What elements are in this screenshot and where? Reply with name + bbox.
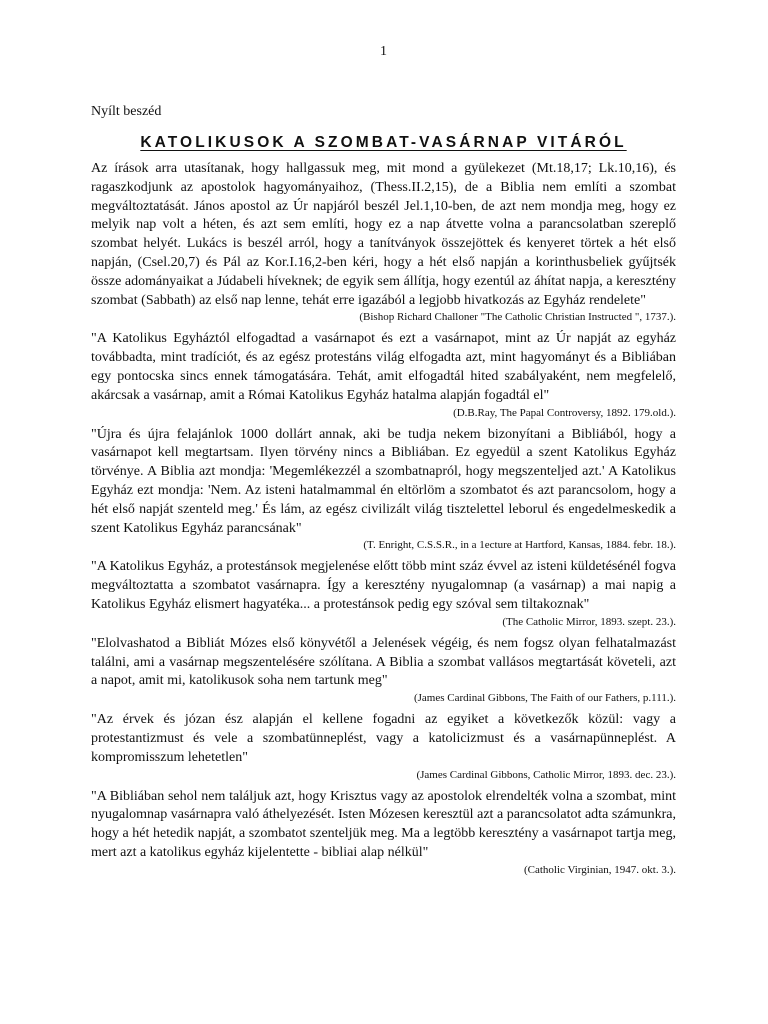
section-kicker: Nyílt beszéd [91, 104, 162, 119]
document-title [91, 133, 676, 153]
quote-source: (Catholic Virginian, 1947. okt. 3.). [523, 863, 676, 876]
quote-source: (D.B.Ray, The Papal Controversy, 1892. 179.old.). [453, 406, 676, 419]
quote-source: (James Cardinal Gibbons, Catholic Mirror, 1893. dec. 23.). [416, 768, 676, 781]
quote-paragraph: Az írások arra utasítanak, hogy hallgassuk meg, mit mond a gyülekezet (Mt.18,17; Lk.10,16), és ragaszkodjunk az apostolok hagyományaihoz, (Thess.II.2,15), de a Biblia nem említi a szombat megváltoztatását. János apostol az Úr napjáról beszél Jel.1,10-ben, de azt nem mondja meg, hogy ez melyik nap volt a héten, és azt sem említi, hogy ez a nap átvette volna a parancsolatban szereplő szombat helyét. Lukács is beszél arról, hogy a tanítványok összejöttek és kenyeret törtek a hét első napján, (Csel.20,7) és Pál az Kor.I.16,2-ben kéri, hogy a hét első napján a korinthusbeliek gyűjtsék össze adományaikat a Júdabeli híveknek; de egyik sem állítja, hogy ezentúl az áhítat napja, a keresztény szombat (Sabbath) az első nap lenne, tehát erre igazából a legjobb hivatkozás az Egyház rendelete" [91, 161, 676, 308]
document-title-text: KATOLIKUSOK A SZOMBAT-VASÁRNAP VITÁRÓL [140, 134, 627, 151]
quote-source: (T. Enright, C.S.S.R., in a 1ecture at Hartford, Kansas, 1884. febr. 18.). [363, 539, 676, 552]
quote-paragraph: "Újra és újra felajánlok 1000 dollárt annak, aki be tudja nekem bizonyítani a Bibliából, hogy a vasárnapot kell megtartsam. Ilyen törvény nincs a Bibliában. Ez egyedül a szent Katolikus Egyház törvénye. A Biblia azt mondja: 'Megemlékezzél a szombatnapról, hogy megszenteljed azt.' A Katolikus Egyház ezt mondja: 'Nem. Az isteni hatalmammal én eltörlöm a szombatot és azt parancsolom, hogy a hét első napját szenteld meg.' És lám, az egész civilizált világ tisztelettel leborul és engedelmeskedik a szent Katolikus Egyház parancsának" [91, 426, 676, 536]
quote-source: (James Cardinal Gibbons, The Faith of our Fathers, p.111.). [413, 692, 676, 705]
quote-paragraph: "Az érvek és józan ész alapján el kellene fogadni az egyiket a következők közül: vagy a protestantizmust és vele a szombatünneplést, vagy a katolicizmust és a vasárnapünneplést. A kompromisszum lehetetlen" [91, 712, 676, 765]
quotes-body [91, 160, 676, 883]
quote-source: (Bishop Richard Challoner "The Catholic Christian Instructed ", 1737.). [359, 311, 676, 324]
quote-paragraph: "Elolvashatod a Bibliát Mózes első könyvétől a Jelenések végéig, és nem fogsz olyan felhatalmazást találni, ami a vasárnap megszentelésére szólítana. A Biblia a szombat vallásos megtartását követeli, azt a napot, amit mi, katolikusok soha nem tartunk meg" [91, 635, 676, 689]
quote-paragraph: "A Katolikus Egyháztól elfogadtad a vasárnapot és ezt a vasárnapot, mint az Úr napját az egyház továbbadta, mint tradíciót, és az egész protestáns világ elfogadta azt, mint hagyományt és a Bibliában egy pontocska sincs ennek támogatására. Tehát, amit elfogadtál hited szabályaként, nem megfelelő, akárcsak a vasárnap, amit a Római Katolikus Egyház hatalma alapján fogadtál el" [91, 331, 676, 403]
page-number: 1 [380, 44, 387, 59]
quote-paragraph: "A Katolikus Egyház, a protestánsok megjelenése előtt több mint száz évvel az isteni küldetésénél fogva megváltoztatta a szombatot vasárnapra. Így a keresztény nyugalomnap (a vasárnap) a mai napig a Katolikus Egyház elismert hagyatéka... a protestánsok pedig egy szóval sem tiltakoznak" [91, 559, 676, 612]
quote-paragraph: "A Bibliában sehol nem találjuk azt, hogy Krisztus vagy az apostolok elrendelték volna a szombat, mint nyugalomnap vasárnapra való áthelyezését. Isten Mózesen keresztül azt a parancsolatot adta számunkra, hogy a hét hetedik napját, a szombatot szenteljük meg. Ma a legtöbb keresztény a vasárnapot tartja meg, mert azt a katolikus egyház kijelentette - bibliai alap nélkül" [91, 788, 676, 860]
quote-source: (The Catholic Mirror, 1893. szept. 23.). [502, 615, 676, 628]
